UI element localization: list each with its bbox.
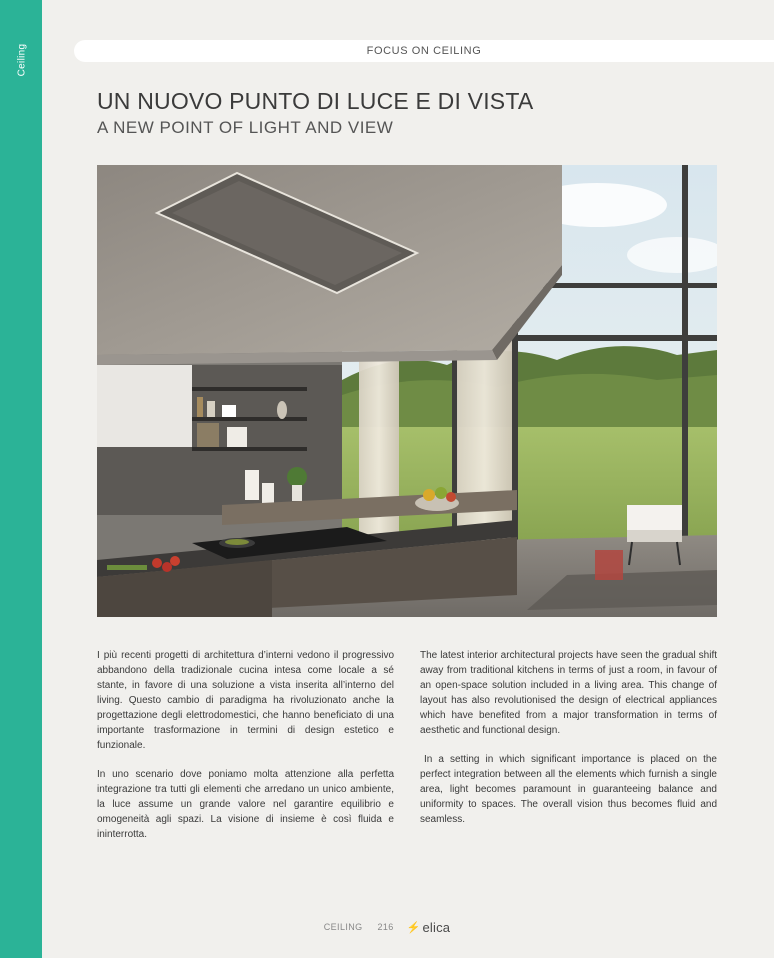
brand-name: elica	[422, 920, 451, 936]
page-title-english: A NEW POINT OF LIGHT AND VIEW	[97, 118, 394, 137]
paragraph: I più recenti progetti di architettura d’interni vedono il progressivo abbandono della tradizionale cucina intesa come locale a sé stante, in favore di una soluzione a vista inserita all’interno del living. Questo cambio di paradigma ha rivoluzionato anche la progettazione degli elettrodomestici, che hanno beneficiato di una importante trasformazione in termini di design estetico e funzionale.	[97, 650, 394, 751]
section-header-bar	[74, 40, 774, 62]
page-number: 216	[377, 922, 394, 933]
page-footer	[0, 919, 774, 935]
side-tab-label: Ceiling	[16, 43, 28, 77]
paragraph: In uno scenario dove poniamo molta attenzione alla perfetta integrazione tra tutti gli elementi che arredano un unico ambiente, la luce assume un grande valore nel garantire equilibrio e omogeneità agli spazi. La visione di insieme è così fluida e ininterrotta.	[97, 769, 394, 840]
side-tab	[0, 0, 42, 958]
side-tab-label-box	[12, 40, 32, 80]
page-title-italian: UN NUOVO PUNTO DI LUCE E DI VISTA	[97, 88, 534, 114]
kitchen-photo	[97, 165, 717, 617]
section-header-text: FOCUS ON CEILING	[366, 45, 482, 57]
paragraph: The latest interior architectural projects have seen the gradual shift away from traditional kitchens in terms of just a room, in favour of an open-space solution included in a living area. This change of layout has also revolutionised the design of electrical appliances which have benefited from a major transformation in terms of aesthetic and functional design.	[420, 650, 717, 736]
body-text-italian	[97, 648, 394, 856]
footer-section: CEILING	[323, 922, 363, 933]
body-text-english	[420, 648, 717, 841]
paragraph: In a setting in which significant importance is placed on the perfect integration between all the elements which furnish a single area, light becomes paramount in guaranteeing balance and uniformity to spaces. The overall vision thus becomes fluid and seamless.	[420, 754, 717, 825]
elica-logo-icon: ⚡	[406, 922, 421, 935]
brand-logo	[407, 919, 451, 935]
kitchen-photo-illustration	[97, 165, 717, 617]
